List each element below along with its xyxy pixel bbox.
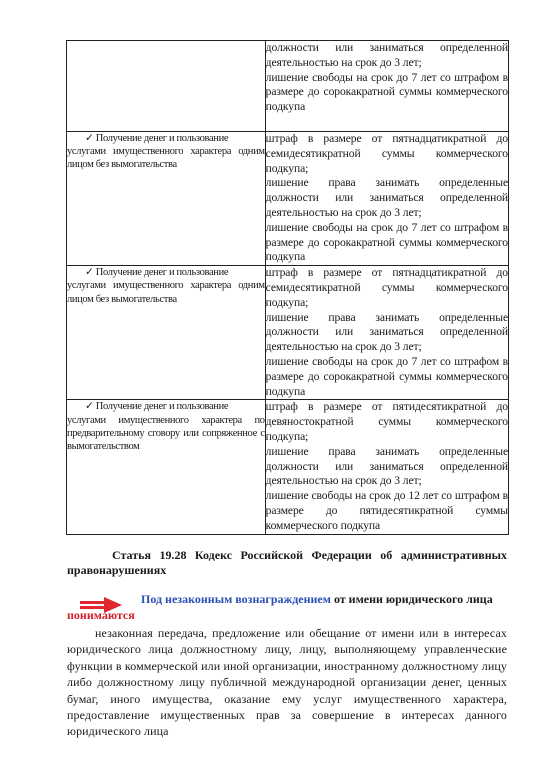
penalty-item: лишение права занимать определенные должности или заниматься определенной деятельностью на срок до 3 лет;: [265, 310, 508, 354]
definition-body: незаконная передача, предложение или обещание от имени или в интересах юридического лица должностному лицу, лицу, выполняющему управленческие функции в коммерческой или иной организации, иностранному должностному лицу либо должностному лицу публичной международной организации денег, ценных бумаг, иного имущества, оказание ему услуг имущественного характера, предоставление имущественных прав за совершение в интересах данного юридического лица: [67, 626, 507, 739]
condition-cell: [67, 400, 266, 534]
penalty-item: штраф в размере от пятнадцатикратной до семидесятикратной суммы коммерческого подкупа;: [265, 132, 508, 175]
condition-cell: [67, 266, 266, 400]
penalty-item: лишение свободы на срок до 7 лет со штрафом в размере до сорокакратной суммы коммерческого подкупа: [265, 70, 508, 114]
definition-mid: от имени юридического лица: [333, 592, 493, 606]
definition-lead: Под незаконным вознаграждением: [141, 592, 331, 606]
article-heading: Статья 19.28 Кодекс Российской Федерации об административных правонарушениях: [67, 548, 507, 577]
penalty-item: лишение свободы на срок до 12 лет со штрафом в размере до пятидесятикратной суммы коммерческого подкупа: [265, 489, 508, 532]
definition-heading: [67, 592, 507, 623]
condition-text: услугами имущественного характера одним лицом без вымогательства: [67, 146, 265, 171]
penalty-cell: [265, 41, 508, 132]
penalties-table: [66, 40, 509, 535]
table-row: [67, 266, 509, 400]
condition-text: услугами имущественного характера по предварительному сговору или сопряженное с вымогательством: [67, 414, 265, 452]
definition-tail: понимаются: [67, 607, 135, 622]
table-row: [67, 400, 509, 534]
condition-cell: [67, 41, 266, 132]
penalty-item: должности или заниматься определенной деятельностью на срок до 3 лет;: [265, 41, 508, 69]
penalty-cell: [265, 400, 508, 534]
condition-title: ✓ Получение денег и пользование: [85, 133, 229, 144]
penalty-cell: [265, 132, 508, 266]
penalty-item: штраф в размере от пятидесятикратной до девяностократной суммы коммерческого подкупа;: [265, 400, 508, 443]
condition-title: ✓ Получение денег и пользование: [85, 401, 229, 413]
penalty-item: штраф в размере от пятнадцатикратной до семидесятикратной суммы коммерческого подкупа;: [265, 266, 508, 309]
table-row: [67, 132, 509, 266]
penalty-item: лишение свободы на срок до 7 лет со штрафом в размере до сорокакратной суммы коммерческого подкупа: [265, 220, 508, 264]
penalty-item: лишение права занимать определенные должности или заниматься определенной деятельностью на срок до 3 лет;: [265, 444, 508, 488]
condition-text: услугами имущественного характера одним лицом без вымогательства: [67, 280, 265, 305]
table-row: [67, 41, 509, 132]
condition-cell: [67, 132, 266, 266]
penalty-item: лишение свободы на срок до 7 лет со штрафом в размере до сорокакратной суммы коммерческого подкупа: [265, 354, 508, 398]
penalty-cell: [265, 266, 508, 400]
penalty-item: лишение права занимать определенные должности или заниматься определенной деятельностью на срок до 3 лет;: [265, 176, 508, 219]
condition-title: ✓ Получение денег и пользование: [85, 267, 229, 279]
